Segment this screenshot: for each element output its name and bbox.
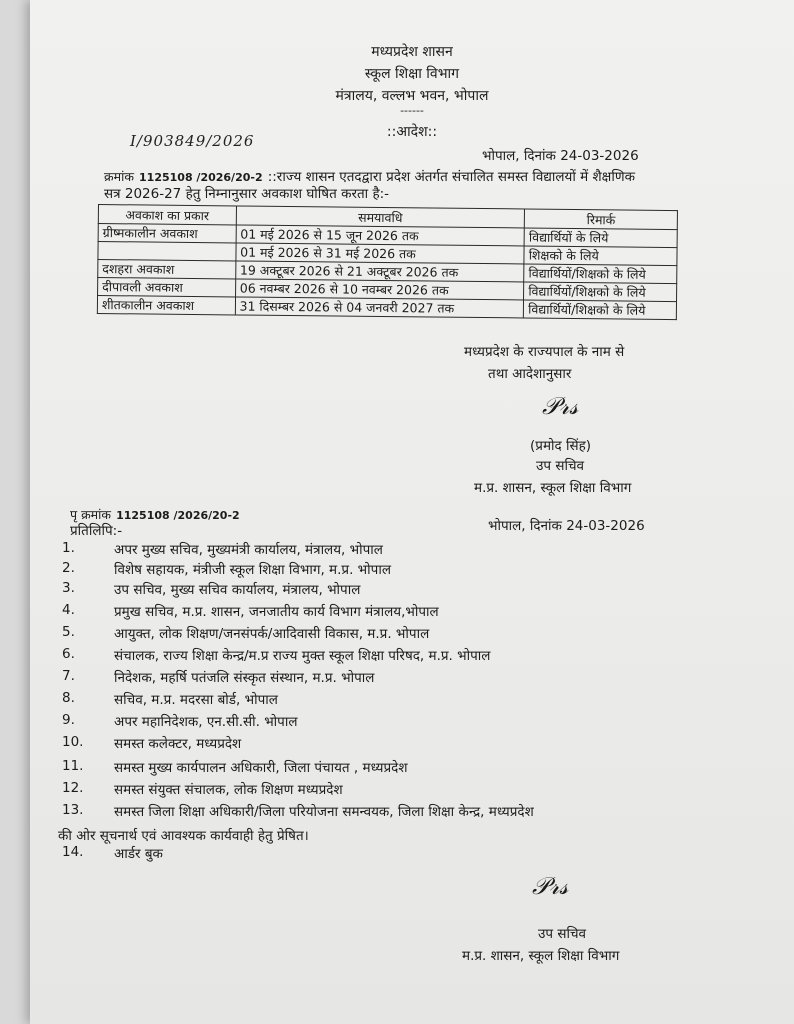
footer-department: म.प्र. शासन, स्कूल शिक्षा विभाग: [462, 948, 620, 964]
order-number: 1125108 /2026/20-2: [139, 171, 263, 184]
column-header: अवकाश का प्रकार: [98, 205, 236, 225]
order-number-label: क्रमांक: [104, 169, 134, 184]
remark-cell: शिक्षको के लिये: [524, 246, 677, 266]
endorsement-number-label: पृ क्रमांक: [70, 507, 111, 522]
signatory-designation: उप सचिव: [536, 458, 585, 474]
order-number-line: [104, 166, 635, 185]
header-divider: ------: [400, 104, 424, 117]
remark-cell: विद्यार्थियों/शिक्षको के लिये: [524, 282, 677, 302]
govt-name: मध्यप्रदेश शासन: [371, 44, 453, 60]
period-cell: 01 मई 2026 से 15 जून 2026 तक: [236, 225, 525, 246]
remark-cell: विद्यार्थियों/शिक्षको के लिये: [524, 264, 677, 284]
forward-line: की ओर सूचनार्थ एवं आवश्यक कार्यवाही हेतु प्रेषित।: [58, 828, 309, 844]
department-name: स्कूल शिक्षा विभाग: [364, 66, 460, 82]
leave-type-cell: [98, 242, 236, 261]
leave-type-cell: दशहरा अवकाश: [98, 260, 236, 279]
authority-line1: मध्यप्रदेश के राज्यपाल के नाम से: [464, 344, 625, 360]
leave-table: [97, 204, 678, 320]
leave-type-cell: ग्रीष्मकालीन अवकाश: [98, 224, 236, 243]
office-address: मंत्रालय, वल्लभ भवन, भोपाल: [335, 88, 489, 104]
document-page: मध्यप्रदेश शासन स्कूल शिक्षा विभाग मंत्रालय, वल्लभ भवन, भोपाल ------ ::आदेश:: I/903849/2026 भोपाल, दिनांक 24-03-2026 क्रमांक 1125108 /2026/20-2 ::राज्य शासन एतदद्वारा प्रदेश अंतर्गत संचालित समस्त विद्यालयों में शैक्षणिक सत्र 2026-27 हेतु निम्नानुसार अवकाश घोषित करता है:- अवकाश का प्रकार समयावधि रिमार्क ग्रीष्मकालीन अवकाश 01 मई 2026 से 15 जून 2026 तक विद्यार्थियों के लिये 01 मई 2026 से 31 मई 2026 तक शिक्षको के लिये दशहरा अवकाश 19 अक्टूबर 2026 से 21 अक्टूबर 2026 तक विद्यार्थियों/शिक्षको के लिये दीपावली अवकाश 06 नवम्बर 2026 से 10 नवम्बर 2026 तक विद्यार्थियों/शिक्षको के लिये शीतकालीन अवकाश 31 दिसम्बर 2026 से 04 जनवरी 2027 तक विद्यार्थियों/शिक्षको के लिये मध्यप्रदेश के राज्यपाल के नाम से तथा आदेशानुसार 𝒫𝓇𝓈 (प्रमोद सिंह) उप सचिव म.प्र. शासन, स्कूल शिक्षा विभाग पृ क्रमांक 1125108 /2026/20-2 भोपाल, दिनांक 24-03-2026 प्रतिलिपि:- 1. अपर मुख्य सचिव, मुख्यमंत्री कार्यालय, मंत्रालय, भोपाल 2. विशेष सहायक, मंत्रीजी स्कूल शिक्षा विभाग, म.प्र. भोपाल 3. उप सचिव, मुख्य सचिव कार्यालय, मंत्रालय, भोपाल 4. प्रमुख सचिव, म.प्र. शासन, जनजातीय कार्य विभाग मंत्रालय,भोपाल 5. आयुक्त, लोक शिक्षण/जनसंपर्क/आदिवासी विकास, म.प्र. भोपाल 6. संचालक, राज्य शिक्षा केन्द्र/म.प्र राज्य मुक्त स्कूल शिक्षा परिषद, म.प्र. भोपाल 7. निदेशक, महर्षि पतंजलि संस्कृत संस्थान, म.प्र. भोपाल 8. सचिव, म.प्र. मदरसा बोर्ड, भोपाल 9. अपर महानिदेशक, एन.सी.सी. भोपाल 10. समस्त कलेक्टर, मध्यप्रदेश 11. समस्त मुख्य कार्यपालन अधिकारी, जिला पंचायत , मध्यप्रदेश 12. समस्त संयुक्त संचालक, लोक शिक्षण मध्यप्रदेश 13. समस्त जिला शिक्षा अधिकारी/जिला परियोजना समन्वयक, जिला शिक्षा केन्द्र, मध्यप्रदेश की ओर सूचनार्थ एवं आवश्यक कार्यवाही हेतु प्रेषित। 14. आर्डर बुक 𝒫𝓇𝓈 उप सचिव म.प्र. शासन, स्कूल शिक्षा विभाग: [30, 0, 794, 1024]
period-cell: 19 अक्टूबर 2026 से 21 अक्टूबर 2026 तक: [235, 261, 524, 282]
signatory-department: म.प्र. शासन, स्कूल शिक्षा विभाग: [474, 480, 632, 496]
period-cell: 31 दिसम्बर 2026 से 04 जनवरी 2027 तक: [235, 297, 524, 318]
order-body-line2: सत्र 2026-27 हेतु निम्नानुसार अवकाश घोषित करता है:-: [104, 186, 390, 202]
remark-cell: विद्यार्थियों/शिक्षको के लिये: [524, 300, 677, 320]
signature-image: 𝒫𝓇𝓈: [542, 392, 579, 420]
handwritten-reference: I/903849/2026: [130, 132, 255, 150]
order-place-date: भोपाल, दिनांक 24-03-2026: [482, 148, 639, 164]
footer-designation: उप सचिव: [538, 926, 587, 942]
leave-type-cell: दीपावली अवकाश: [98, 278, 236, 297]
endorsement-number: 1125108 /2026/20-2: [116, 509, 240, 522]
remark-cell: विद्यार्थियों के लिये: [524, 228, 677, 248]
column-header: समयावधि: [236, 206, 525, 228]
column-header: रिमार्क: [525, 209, 678, 230]
order-title: ::आदेश::: [386, 124, 438, 140]
authority-line2: तथा आदेशानुसार: [488, 366, 572, 382]
endorsement-place-date: भोपाल, दिनांक 24-03-2026: [488, 518, 645, 534]
signatory-name: (प्रमोद सिंह): [530, 438, 592, 454]
footer-signature-image: 𝒫𝓇𝓈: [532, 872, 569, 900]
period-cell: 01 मई 2026 से 31 मई 2026 तक: [236, 243, 525, 264]
copy-label: प्रतिलिपि:-: [70, 523, 123, 539]
leave-type-cell: शीतकालीन अवकाश: [97, 296, 235, 315]
list-item: 14. आर्डर बुक: [62, 844, 163, 862]
period-cell: 06 नवम्बर 2026 से 10 नवम्बर 2026 तक: [235, 279, 524, 300]
order-body-line1: ::राज्य शासन एतदद्वारा प्रदेश अंतर्गत संचालित समस्त विद्यालयों में शैक्षणिक: [267, 169, 635, 185]
